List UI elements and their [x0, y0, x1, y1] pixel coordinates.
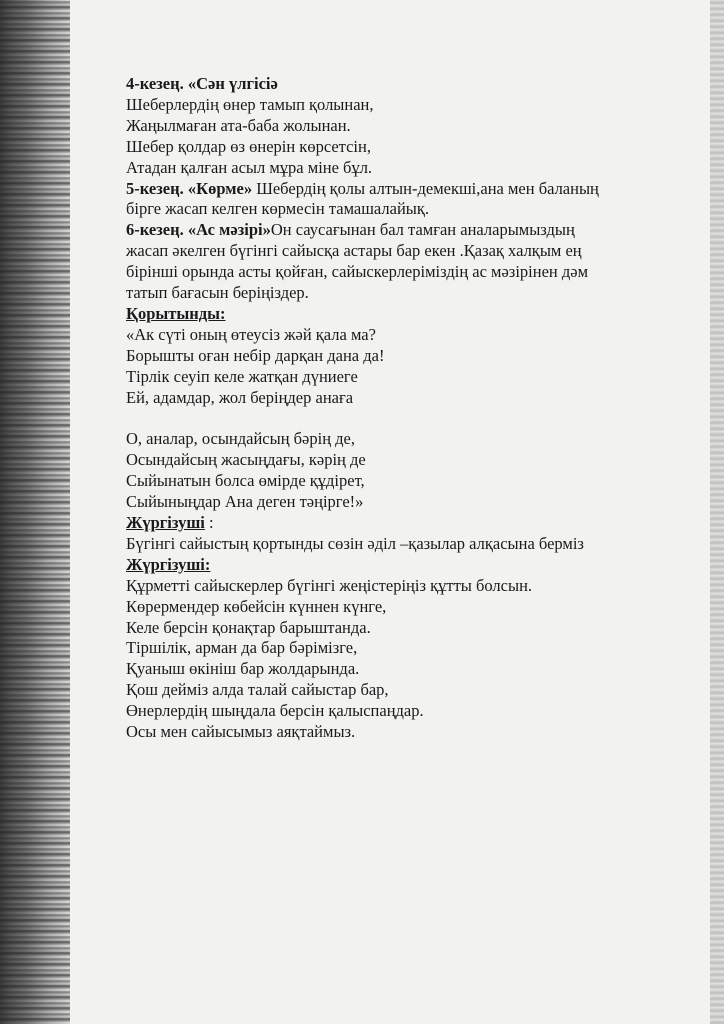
host2-line: Тіршілік, арман да бар бәрімізге, [126, 638, 358, 658]
host2-line: Көрермендер көбейсін күннен күнге, [126, 596, 387, 616]
poem-line: Борышты оған небір дарқан дана да! [126, 345, 385, 365]
host1-text: Бүгінгі сайыстың қортынды сөзін әділ –қазылар алқасына берміз [126, 533, 584, 553]
poem-line: Ей, адамдар, жол беріңдер анаға [126, 387, 354, 407]
host2-line: Қуаныш өкініш бар жолдарында. [126, 659, 360, 679]
host2-line: Қош дейміз алда талай сайыстар бар, [126, 680, 389, 700]
poem-line: Осындайсың жасыңдағы, кәрің де [126, 450, 366, 470]
stage5-paragraph: 5-кезең. «Көрме» Шебердің қолы алтын-демекші,ана мен баланың [126, 178, 599, 198]
stage4-heading: 4-кезең. «Сән үлгісіә [126, 74, 278, 93]
host2-line: Өнерлердің шыңдала берсін қалыспаңдар. [126, 701, 424, 721]
stage4-line: Атадан қалған асыл мұра міне бұл. [126, 157, 373, 177]
scan-right-edge [710, 0, 724, 1024]
stage6-line: бірінші орында асты қойған, сайыскерлеріміздің ас мәзірінен дәм [126, 262, 589, 282]
poem-line: О, аналар, осындайсың бәрің де, [126, 429, 356, 449]
scan-edge-shadow [0, 0, 70, 1024]
poem-line: Сыйыныңдар Ана деген тәңірге!» [126, 492, 364, 512]
stage4-line: Жаңылмаған ата-баба жолынан. [126, 115, 351, 135]
conclusion-heading: Қорытынды: [126, 303, 226, 323]
host2-line: Келе берсін қонақтар барыштанда. [126, 617, 371, 637]
stage5-line: бірге жасап келген көрмесін тамашалайық. [126, 199, 430, 219]
poem-line: Тірлік сеуіп келе жатқан дүниеге [126, 366, 358, 386]
host2-line: Осы мен сайысымыз аяқтаймыз. [126, 722, 356, 742]
stage4-line: Шеберлердің өнер тамып қолынан, [126, 94, 374, 114]
stage6-line: татып бағасын беріңіздер. [126, 283, 309, 303]
document-body [126, 74, 686, 743]
stage6-paragraph: 6-кезең. «Ас мәзірі»Он саусағынан бал тамған аналарымыздың [126, 220, 575, 240]
poem-line: Сыйынатын болса өмірде құдірет, [126, 471, 365, 491]
stage4-line: Шебер қолдар өз өнерін көрсетсін, [126, 136, 371, 156]
stanza-gap [126, 409, 686, 430]
poem-line: «Ак сүті оның өтеусіз жәй қала ма? [126, 324, 376, 344]
host2-heading: Жүргізуші: [126, 554, 211, 574]
host2-line: Құрметті сайыскерлер бүгінгі жеңістеріңіз құтты болсын. [126, 575, 533, 595]
stage6-line: жасап әкелген бүгінгі сайысқа астары бар екен .Қазақ халқым ең [126, 241, 582, 261]
host1-heading: Жүргізуші : [126, 513, 214, 533]
